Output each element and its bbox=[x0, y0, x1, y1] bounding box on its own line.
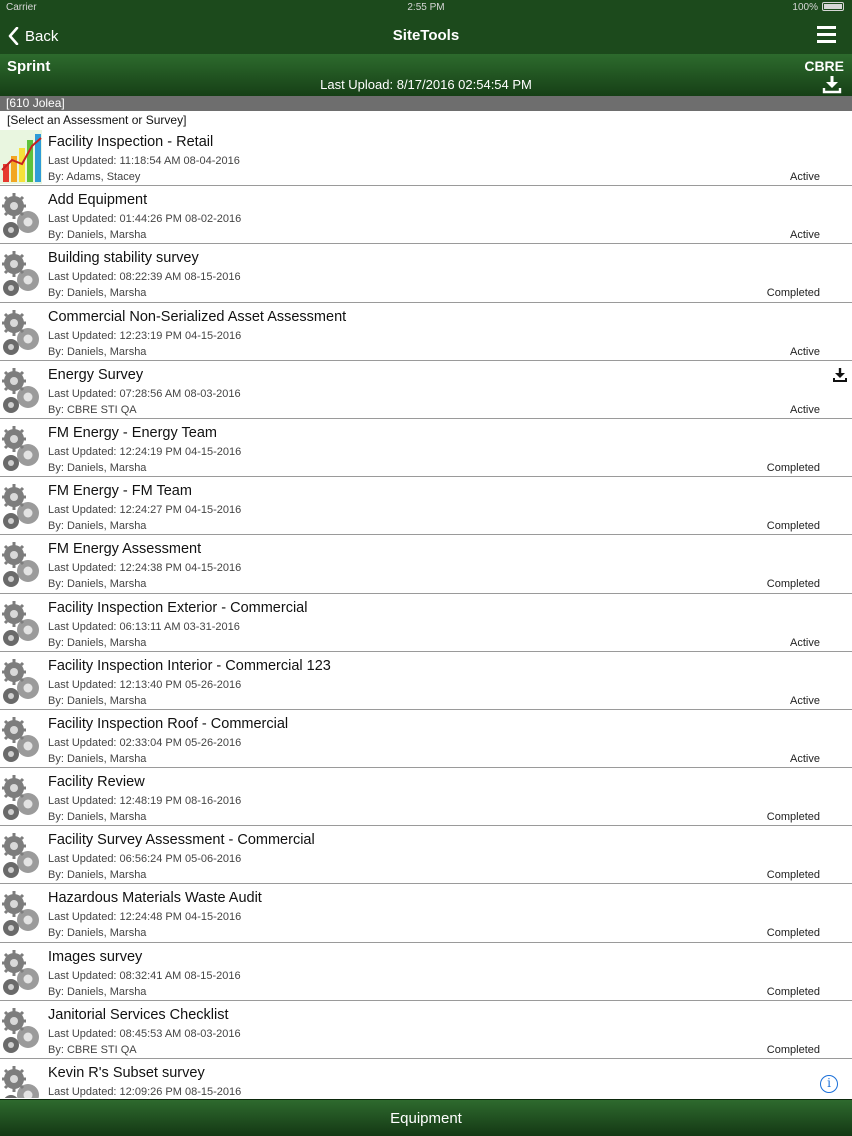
battery-indicator bbox=[792, 2, 844, 13]
item-title: Building stability survey bbox=[48, 250, 199, 267]
list-item[interactable] bbox=[0, 943, 852, 1001]
status-badge: Active bbox=[790, 171, 820, 183]
gears-icon bbox=[0, 537, 42, 591]
status-badge: Active bbox=[790, 694, 820, 707]
gears-icon bbox=[0, 770, 42, 824]
chart-icon bbox=[0, 130, 42, 184]
item-last-updated: Last Updated: 06:13:11 AM 03-31-2016 bbox=[48, 620, 240, 633]
item-last-updated: Last Updated: 08:45:53 AM 08-03-2016 bbox=[48, 1027, 241, 1040]
item-author: By: CBRE STI QA bbox=[48, 403, 137, 416]
item-author: By: Daniels, Marsha bbox=[48, 229, 147, 242]
item-title: Images survey bbox=[48, 948, 143, 965]
item-last-updated: Last Updated: 12:24:19 PM 04-15-2016 bbox=[48, 445, 242, 458]
item-last-updated: Last Updated: 11:18:54 AM 08-04-2016 bbox=[48, 155, 240, 167]
item-last-updated: Last Updated: 07:28:56 AM 08-03-2016 bbox=[48, 387, 241, 400]
item-last-updated: Last Updated: 06:56:24 PM 05-06-2016 bbox=[48, 853, 242, 866]
item-title: Facility Inspection - Retail bbox=[48, 134, 214, 150]
gears-icon bbox=[0, 828, 42, 882]
list-item[interactable] bbox=[0, 244, 852, 302]
status-badge: Completed bbox=[766, 1043, 820, 1056]
item-last-updated: Last Updated: 01:44:26 PM 08-02-2016 bbox=[48, 213, 242, 226]
item-title: Facility Review bbox=[48, 774, 145, 791]
item-author: By: Daniels, Marsha bbox=[48, 520, 147, 533]
info-icon[interactable]: i bbox=[820, 1075, 838, 1093]
item-author: By: Daniels, Marsha bbox=[48, 578, 147, 591]
list-item[interactable] bbox=[0, 710, 852, 768]
list-item[interactable] bbox=[0, 768, 852, 826]
status-badge: Active bbox=[790, 403, 820, 416]
battery-icon bbox=[822, 2, 844, 11]
list-item[interactable] bbox=[0, 884, 852, 942]
list-item[interactable] bbox=[0, 477, 852, 535]
item-last-updated: Last Updated: 08:32:41 AM 08-15-2016 bbox=[48, 969, 241, 982]
status-badge: Completed bbox=[766, 869, 820, 882]
survey-list bbox=[0, 128, 852, 1098]
clock: 2:55 PM bbox=[407, 2, 445, 13]
item-title: Facility Inspection Exterior - Commercial bbox=[48, 599, 308, 616]
list-item[interactable] bbox=[0, 303, 852, 361]
status-badge: Completed bbox=[766, 287, 820, 300]
gears-icon bbox=[0, 246, 42, 300]
item-last-updated: Last Updated: 12:24:27 PM 04-15-2016 bbox=[48, 504, 242, 517]
item-last-updated: Last Updated: 12:09:26 PM 08-15-2016 bbox=[48, 1086, 242, 1098]
battery-percent: 100% bbox=[792, 2, 818, 13]
navigation-bar bbox=[0, 0, 852, 54]
item-author: By: Daniels, Marsha bbox=[48, 752, 147, 765]
item-title: FM Energy Assessment bbox=[48, 541, 202, 558]
gears-icon bbox=[0, 305, 42, 359]
item-title: Janitorial Services Checklist bbox=[48, 1006, 229, 1023]
status-badge: Active bbox=[790, 752, 820, 765]
equipment-button[interactable]: Equipment bbox=[0, 1099, 852, 1136]
list-item[interactable] bbox=[0, 652, 852, 710]
item-last-updated: Last Updated: 12:13:40 PM 05-26-2016 bbox=[48, 678, 242, 691]
hamburger-menu-icon[interactable] bbox=[817, 26, 836, 43]
carrier-label: Carrier bbox=[6, 2, 37, 13]
item-author: By: Daniels, Marsha bbox=[48, 869, 147, 882]
selection-prompt: [Select an Assessment or Survey] bbox=[7, 113, 187, 127]
list-item[interactable] bbox=[0, 361, 852, 419]
gears-icon bbox=[0, 188, 42, 242]
status-badge: Completed bbox=[766, 985, 820, 998]
gears-icon bbox=[0, 886, 42, 940]
item-title: FM Energy - FM Team bbox=[48, 483, 192, 500]
status-badge: Completed bbox=[766, 927, 820, 940]
back-label: Back bbox=[25, 27, 59, 45]
upload-header bbox=[0, 54, 852, 96]
gears-icon bbox=[0, 712, 42, 766]
brand-logo: CBRE bbox=[804, 58, 844, 74]
item-title: Energy Survey bbox=[48, 366, 144, 383]
item-title: Kevin R's Subset survey bbox=[48, 1065, 205, 1081]
item-last-updated: Last Updated: 08:22:39 AM 08-15-2016 bbox=[48, 271, 241, 284]
status-badge: Completed bbox=[766, 461, 820, 474]
item-author: By: Daniels, Marsha bbox=[48, 811, 147, 824]
status-badge: Active bbox=[790, 229, 820, 242]
list-item[interactable] bbox=[0, 826, 852, 884]
gears-icon bbox=[0, 1003, 42, 1057]
item-last-updated: Last Updated: 12:24:38 PM 04-15-2016 bbox=[48, 562, 242, 575]
item-author: By: Daniels, Marsha bbox=[48, 461, 147, 474]
list-item[interactable] bbox=[0, 128, 852, 186]
item-last-updated: Last Updated: 12:48:19 PM 08-16-2016 bbox=[48, 795, 242, 808]
item-author: By: Daniels, Marsha bbox=[48, 694, 147, 707]
item-author: By: Adams, Stacey bbox=[48, 171, 141, 183]
item-last-updated: Last Updated: 12:24:48 PM 04-15-2016 bbox=[48, 911, 242, 924]
item-title: FM Energy - Energy Team bbox=[48, 424, 217, 441]
gears-icon bbox=[0, 363, 42, 417]
list-item[interactable] bbox=[0, 594, 852, 652]
status-bar bbox=[0, 0, 852, 16]
gears-icon bbox=[0, 479, 42, 533]
item-author: By: CBRE STI QA bbox=[48, 1043, 137, 1056]
item-title: Hazardous Materials Waste Audit bbox=[48, 890, 262, 907]
gears-icon bbox=[0, 596, 42, 650]
item-last-updated: Last Updated: 12:23:19 PM 04-15-2016 bbox=[48, 329, 242, 342]
item-title: Facility Survey Assessment - Commercial bbox=[48, 832, 315, 849]
item-author: By: Daniels, Marsha bbox=[48, 345, 147, 358]
list-item[interactable] bbox=[0, 186, 852, 244]
status-badge: Completed bbox=[766, 520, 820, 533]
gears-icon bbox=[0, 421, 42, 475]
item-title: Commercial Non-Serialized Asset Assessment bbox=[48, 308, 347, 325]
gears-icon bbox=[0, 945, 42, 999]
list-item[interactable] bbox=[0, 1059, 852, 1098]
gears-icon bbox=[0, 654, 42, 708]
last-upload-text: Last Upload: 8/17/2016 02:54:54 PM bbox=[320, 77, 532, 92]
item-last-updated: Last Updated: 02:33:04 PM 05-26-2016 bbox=[48, 736, 242, 749]
site-label: [610 Jolea] bbox=[0, 96, 852, 111]
status-badge: Active bbox=[790, 636, 820, 649]
download-icon[interactable] bbox=[822, 74, 842, 94]
download-icon[interactable] bbox=[832, 367, 848, 383]
status-badge: Completed bbox=[766, 578, 820, 591]
item-title: Add Equipment bbox=[48, 192, 148, 209]
item-author: By: Daniels, Marsha bbox=[48, 287, 147, 300]
page-title: SiteTools bbox=[392, 27, 460, 44]
item-author: By: Daniels, Marsha bbox=[48, 985, 147, 998]
status-badge: Active bbox=[790, 345, 820, 358]
status-badge: Completed bbox=[766, 811, 820, 824]
item-title: Facility Inspection Interior - Commercial 123 bbox=[48, 657, 331, 674]
list-item[interactable] bbox=[0, 1001, 852, 1059]
list-item[interactable] bbox=[0, 419, 852, 477]
gears-icon bbox=[0, 1061, 42, 1098]
team-name: Sprint bbox=[7, 58, 51, 75]
item-author: By: Daniels, Marsha bbox=[48, 636, 147, 649]
item-author: By: Daniels, Marsha bbox=[48, 927, 147, 940]
item-title: Facility Inspection Roof - Commercial bbox=[48, 715, 289, 732]
list-item[interactable] bbox=[0, 535, 852, 593]
